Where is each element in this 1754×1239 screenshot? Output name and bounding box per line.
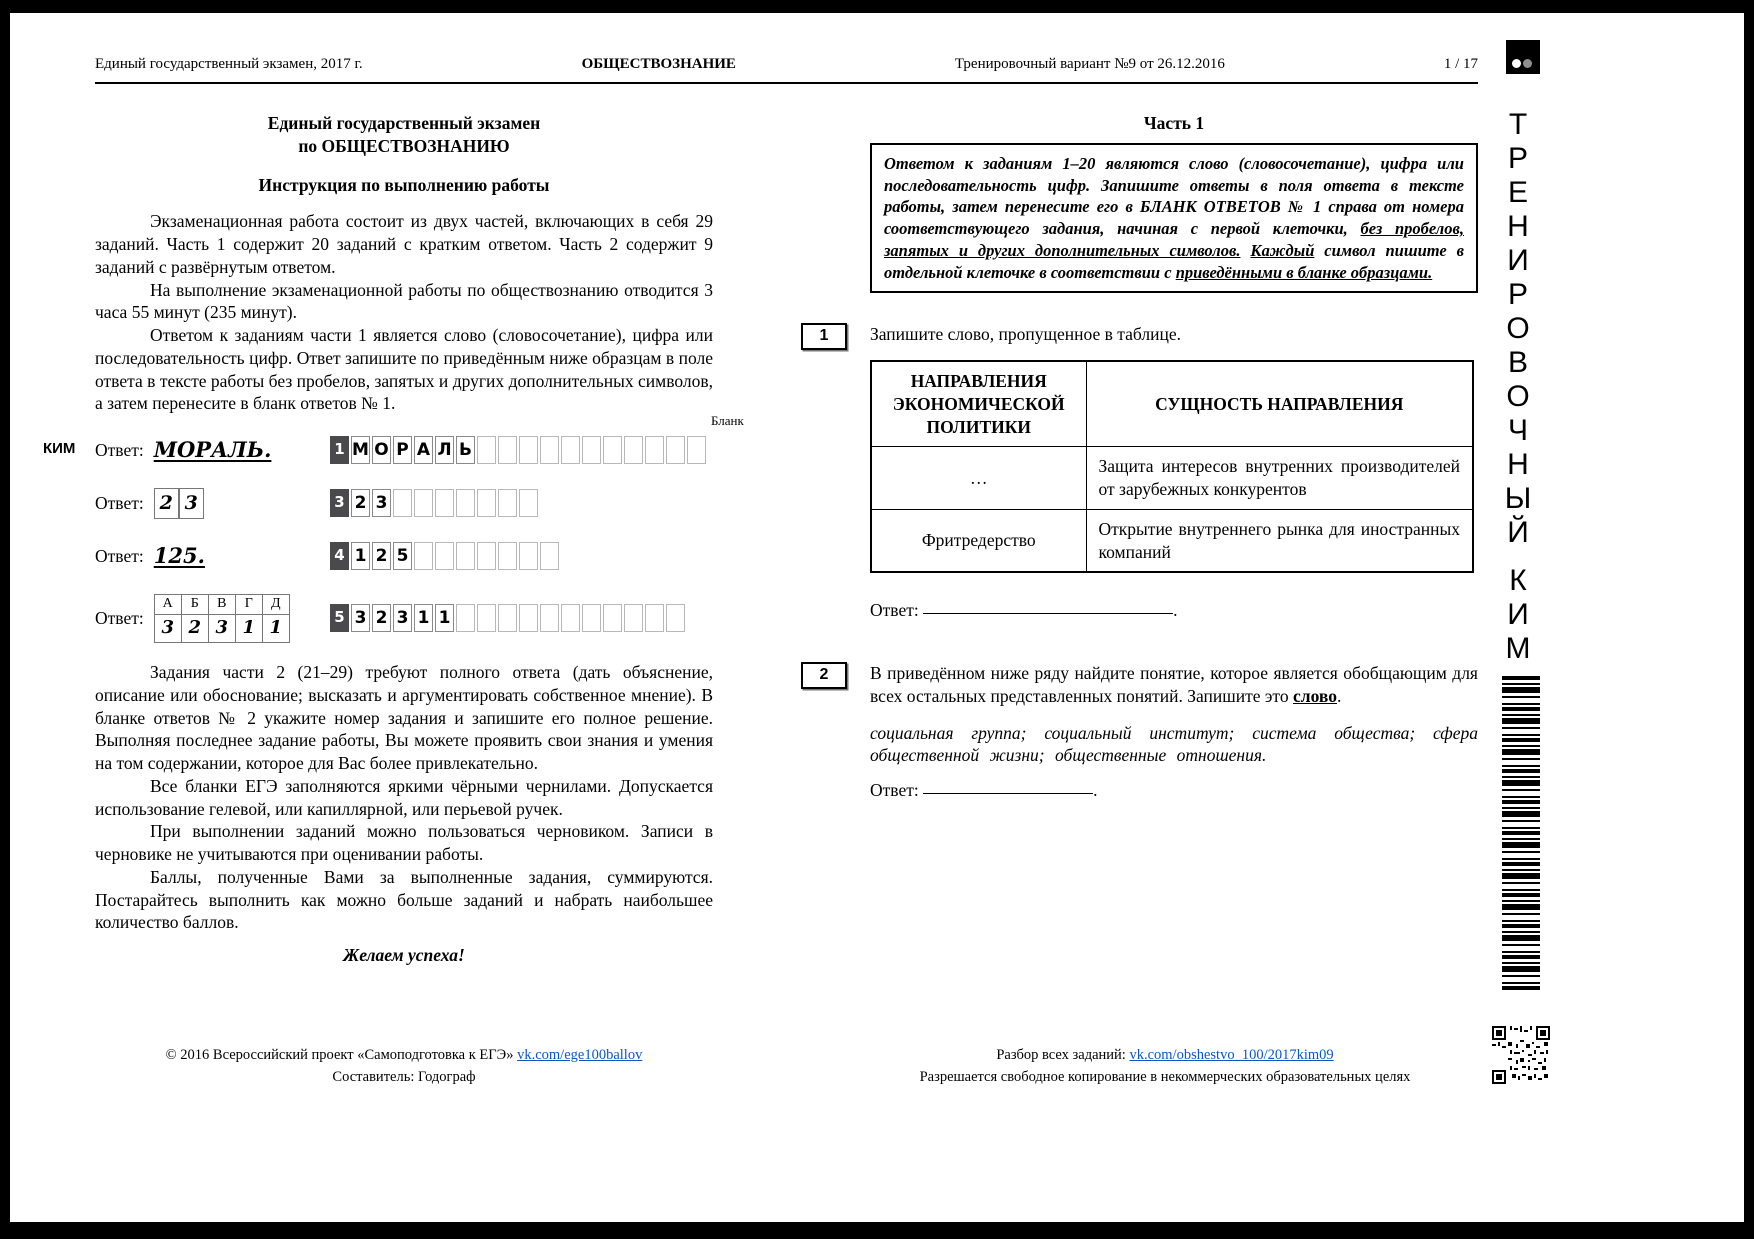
answer-cell xyxy=(603,436,622,464)
handwritten-answer: 125. xyxy=(153,543,205,569)
option-value-cell: 3 xyxy=(154,614,181,642)
sample-row-4 xyxy=(95,590,713,646)
success-wish: Желаем успеха! xyxy=(343,945,465,965)
answer-period: . xyxy=(1173,600,1178,621)
qr-code xyxy=(1492,1026,1550,1084)
answer-cell xyxy=(645,436,664,464)
answer-cell xyxy=(519,542,538,570)
answer-cell xyxy=(477,542,496,570)
answer-cell xyxy=(687,436,706,464)
answer-line xyxy=(870,779,1478,802)
answer-option-table xyxy=(154,594,290,643)
solutions-text: Разбор всех заданий: xyxy=(996,1047,1130,1063)
vertical-letter: И xyxy=(1507,598,1529,631)
vertical-letter: Р xyxy=(1507,278,1528,311)
answer-cell: 3 xyxy=(351,604,370,632)
answer-grid xyxy=(330,436,706,464)
table-header-row xyxy=(871,361,1473,447)
answer-cell xyxy=(540,604,559,632)
grid-number-cell: 4 xyxy=(330,542,349,570)
option-header-cell: Д xyxy=(262,594,289,614)
table-cell: Открытие внутреннего рынка для иностранных компаний xyxy=(1086,509,1473,572)
text-segment: . xyxy=(1336,685,1342,706)
vertical-letter: К xyxy=(1509,564,1527,597)
handwritten-answer-boxes xyxy=(154,488,204,519)
project-link[interactable]: vk.com/ege100ballov xyxy=(517,1047,643,1063)
answer-cell: 2 xyxy=(351,489,370,517)
vertical-letter: И xyxy=(1507,244,1529,277)
answer-cell xyxy=(477,604,496,632)
answer-cell xyxy=(666,436,685,464)
grid-number-cell: 3 xyxy=(330,489,349,517)
grid-number-cell: 1 xyxy=(330,436,349,464)
answer-cell xyxy=(582,436,601,464)
page-border-bottom xyxy=(0,1222,1754,1239)
answer-grid xyxy=(330,542,559,570)
question-1-text: Запишите слово, пропущенное в таблице. xyxy=(870,324,1181,345)
answer-grid xyxy=(330,489,538,517)
answer-grid xyxy=(330,604,685,632)
instruction-paragraph-7: Баллы, полученные Вами за выполненные задания, суммируются. Постарайтесь выполнить как можно больше заданий и набрать наибольшее количество баллов. xyxy=(95,866,713,933)
option-header-cell: Г xyxy=(235,594,262,614)
answer-cell xyxy=(477,436,496,464)
answer-cell xyxy=(519,436,538,464)
answer-label: Ответ: xyxy=(95,439,144,460)
option-value-row xyxy=(154,614,289,642)
vertical-letter: Н xyxy=(1507,210,1529,243)
right-footer xyxy=(850,1044,1480,1089)
option-header-cell: А xyxy=(154,594,181,614)
copyright-text: © 2016 Всероссийский проект «Самоподготовка к ЕГЭ» xyxy=(165,1047,518,1063)
text-segment xyxy=(1240,241,1250,260)
answer-cell xyxy=(498,604,517,632)
answer-cell xyxy=(666,604,685,632)
answer-cell xyxy=(540,436,559,464)
solutions-link[interactable]: vk.com/obshestvo_100/2017kim09 xyxy=(1129,1047,1334,1063)
answer-cell xyxy=(519,604,538,632)
answer-blank-line xyxy=(923,613,1173,614)
left-column xyxy=(43,112,744,967)
answer-cell xyxy=(498,489,517,517)
handwritten-answer: МОРАЛЬ. xyxy=(153,437,272,463)
answer-label: Ответ: xyxy=(870,780,919,801)
answer-label: Ответ: xyxy=(870,600,919,621)
answer-cell xyxy=(498,542,517,570)
answer-cell: 1 xyxy=(414,604,433,632)
page-border-right xyxy=(1744,0,1754,1239)
vertical-letter: Ы xyxy=(1504,482,1532,515)
vertical-letter: В xyxy=(1507,346,1528,379)
header-subject: ОБЩЕСТВОЗНАНИЕ xyxy=(581,56,736,72)
instruction-paragraph-6: При выполнении заданий можно пользоваться черновиком. Записи в черновике не учитываются при оценивании работы. xyxy=(95,821,713,864)
vertical-letter: Н xyxy=(1507,448,1529,481)
question-2-text xyxy=(870,662,1478,708)
kim-label: КИМ xyxy=(43,440,76,457)
barcode xyxy=(1502,676,1540,992)
answer-line xyxy=(870,599,1478,622)
text-segment: символ пишите в отдельной клеточке в соответствии с xyxy=(884,240,1464,282)
answer-cell xyxy=(582,604,601,632)
part-heading: Часть 1 xyxy=(1143,113,1205,133)
copyright-line xyxy=(95,1044,713,1066)
answer-cell xyxy=(603,604,622,632)
left-footer xyxy=(95,1044,713,1089)
answer-cell: 1 xyxy=(351,542,370,570)
text-segment: слово xyxy=(1292,685,1337,706)
answer-cell xyxy=(414,542,433,570)
question-1 xyxy=(795,323,1478,622)
answer-cell xyxy=(435,489,454,517)
answer-cell: Р xyxy=(393,436,412,464)
table-cell: … xyxy=(871,447,1086,510)
license-text: Разрешается свободное копирование в некоммерческих образовательных целях xyxy=(919,1069,1411,1086)
header-exam-title: Единый государственный экзамен, 2017 г. xyxy=(95,56,363,72)
answer-cell xyxy=(519,489,538,517)
handwritten-digit: 2 xyxy=(154,488,179,519)
vertical-letter: Ч xyxy=(1508,414,1528,447)
option-value-cell: 1 xyxy=(262,614,289,642)
answer-cell: 3 xyxy=(372,489,391,517)
instruction-paragraph-4: Задания части 2 (21–29) требуют полного ответа (дать объяснение, описание или обоснование; высказать и аргументировать собственное мнение). В бланке ответов № 2 укажите номер задания и запишите его полное решение. Выполняя последнее задание работы, Вы можете проявить свои знания и умения на том содержании, которое для Вас более привлекательно. xyxy=(95,662,713,773)
header-variant: Тренировочный вариант №9 от 26.12.2016 xyxy=(954,56,1225,72)
page-border-left xyxy=(0,0,10,1239)
answer-period: . xyxy=(1093,780,1098,801)
table-row xyxy=(871,509,1473,572)
text-segment: Каждый xyxy=(1250,240,1315,260)
publisher-logo-icon xyxy=(1506,40,1540,74)
table-header-cell: СУЩНОСТЬ НАПРАВЛЕНИЯ xyxy=(1086,361,1473,447)
terms-list: социальная группа; социальный институт; система общества; сфера общественной жизни; общественные отношения. xyxy=(870,722,1478,766)
instruction-paragraph-2: На выполнение экзаменационной работы по обществознанию отводится 3 часа 55 минут (235 минут). xyxy=(95,279,713,323)
solutions-line xyxy=(850,1044,1480,1066)
compiler-text: Составитель: Годограф xyxy=(332,1069,476,1086)
vertical-letter: О xyxy=(1506,312,1530,345)
answer-cell xyxy=(645,604,664,632)
right-column xyxy=(795,112,1478,802)
table-cell: Защита интересов внутренних производителей от зарубежных конкурентов xyxy=(1086,447,1473,510)
option-value-cell: 2 xyxy=(181,614,208,642)
page-border-top xyxy=(0,0,1754,13)
sample-row-1 xyxy=(95,431,713,469)
answer-blank-line xyxy=(923,793,1093,794)
answer-cell xyxy=(498,436,517,464)
document-title-line1: Единый государственный экзамен xyxy=(267,113,541,133)
answer-cell: 2 xyxy=(372,604,391,632)
option-value-cell: 3 xyxy=(208,614,235,642)
answer-cell: 5 xyxy=(393,542,412,570)
text-segment: приведёнными в бланке образцами. xyxy=(1175,262,1433,282)
blank-label: Бланк xyxy=(711,413,744,428)
option-header-cell: Б xyxy=(181,594,208,614)
table-header-cell: НАПРАВЛЕНИЯ ЭКОНОМИЧЕСКОЙ ПОЛИТИКИ xyxy=(871,361,1086,447)
text-segment: без пробелов, запятых и других дополнительных символов. xyxy=(884,219,1464,260)
vertical-letter: Т xyxy=(1508,108,1528,141)
answer-cell xyxy=(435,542,454,570)
question-1-number-box: 1 xyxy=(801,323,847,350)
vertical-letter: Е xyxy=(1507,176,1528,209)
answer-label: Ответ: xyxy=(95,545,144,566)
answer-cell: Ь xyxy=(456,436,475,464)
answer-cell xyxy=(456,542,475,570)
option-value-cell: 1 xyxy=(235,614,262,642)
table-row xyxy=(871,447,1473,510)
answer-cell: Л xyxy=(435,436,454,464)
sample-row-3 xyxy=(95,537,713,575)
handwritten-digit: 3 xyxy=(179,488,204,519)
answer-rules-box xyxy=(870,143,1478,294)
option-header-row xyxy=(154,594,289,614)
vertical-letter: Й xyxy=(1507,516,1529,549)
answer-label: Ответ: xyxy=(95,492,144,513)
answer-cell xyxy=(624,436,643,464)
answer-cell: О xyxy=(372,436,391,464)
answer-cell: 2 xyxy=(372,542,391,570)
answer-cell xyxy=(540,542,559,570)
answer-cell xyxy=(456,489,475,517)
sample-row-2 xyxy=(95,484,713,522)
text-segment: Ответом к заданиям 1–20 являются слово (словосочетание), цифра или последовательность цифр. Запишите ответы в поля ответа в тексте работы, затем перенесите его в БЛАНК ОТВЕТОВ № 1 справа от номера соответствующего задания, начиная с первой клеточки, xyxy=(884,153,1464,239)
vertical-letter: Р xyxy=(1507,142,1528,175)
answer-label: Ответ: xyxy=(95,607,144,628)
answer-cell: М xyxy=(351,436,370,464)
text-segment: В приведённом ниже ряду найдите понятие, которое является обобщающим для всех остальных представленных понятий. Запишите это xyxy=(870,663,1478,706)
answer-cell xyxy=(393,489,412,517)
instructions-heading: Инструкция по выполнению работы xyxy=(258,174,550,195)
answer-samples xyxy=(43,413,744,646)
answer-cell xyxy=(561,436,580,464)
instruction-paragraph-5: Все бланки ЕГЭ заполняются яркими чёрными чернилами. Допускается использование гелевой, или капиллярной, или перьевой ручек. xyxy=(95,775,713,819)
vertical-letter: О xyxy=(1506,380,1530,413)
header-page-number: 1 / 17 xyxy=(1443,56,1478,72)
document-title-line2: по ОБЩЕСТВОЗНАНИЮ xyxy=(298,135,510,156)
answer-cell xyxy=(477,489,496,517)
table-cell: Фритредерство xyxy=(871,509,1086,572)
answer-cell: 1 xyxy=(435,604,454,632)
answer-cell: А xyxy=(414,436,433,464)
question-2 xyxy=(795,662,1478,802)
question-2-number-box: 2 xyxy=(801,662,847,689)
option-header-cell: В xyxy=(208,594,235,614)
instruction-paragraph-1: Экзаменационная работа состоит из двух частей, включающих в себя 29 заданий. Часть 1 содержит 20 заданий с кратким ответом. Часть 2 содержит 9 заданий с развёрнутым ответом. xyxy=(95,211,713,277)
answer-cell xyxy=(561,604,580,632)
vertical-letter: М xyxy=(1505,632,1531,665)
question-1-table xyxy=(870,360,1474,573)
grid-number-cell: 5 xyxy=(330,604,349,632)
instruction-paragraph-3: Ответом к заданиям части 1 является слово (словосочетание), цифра или последовательность цифр. Ответ запишите по приведённым ниже образцам в поле ответа в тексте работы без пробелов, запятых и других дополнительных символов, а затем перенесите в бланк ответов № 1. xyxy=(95,325,713,414)
vertical-watermark xyxy=(1492,108,1544,666)
answer-cell xyxy=(414,489,433,517)
answer-cell xyxy=(456,604,475,632)
answer-cell: 3 xyxy=(393,604,412,632)
answer-cell xyxy=(624,604,643,632)
page-header xyxy=(95,56,1478,84)
